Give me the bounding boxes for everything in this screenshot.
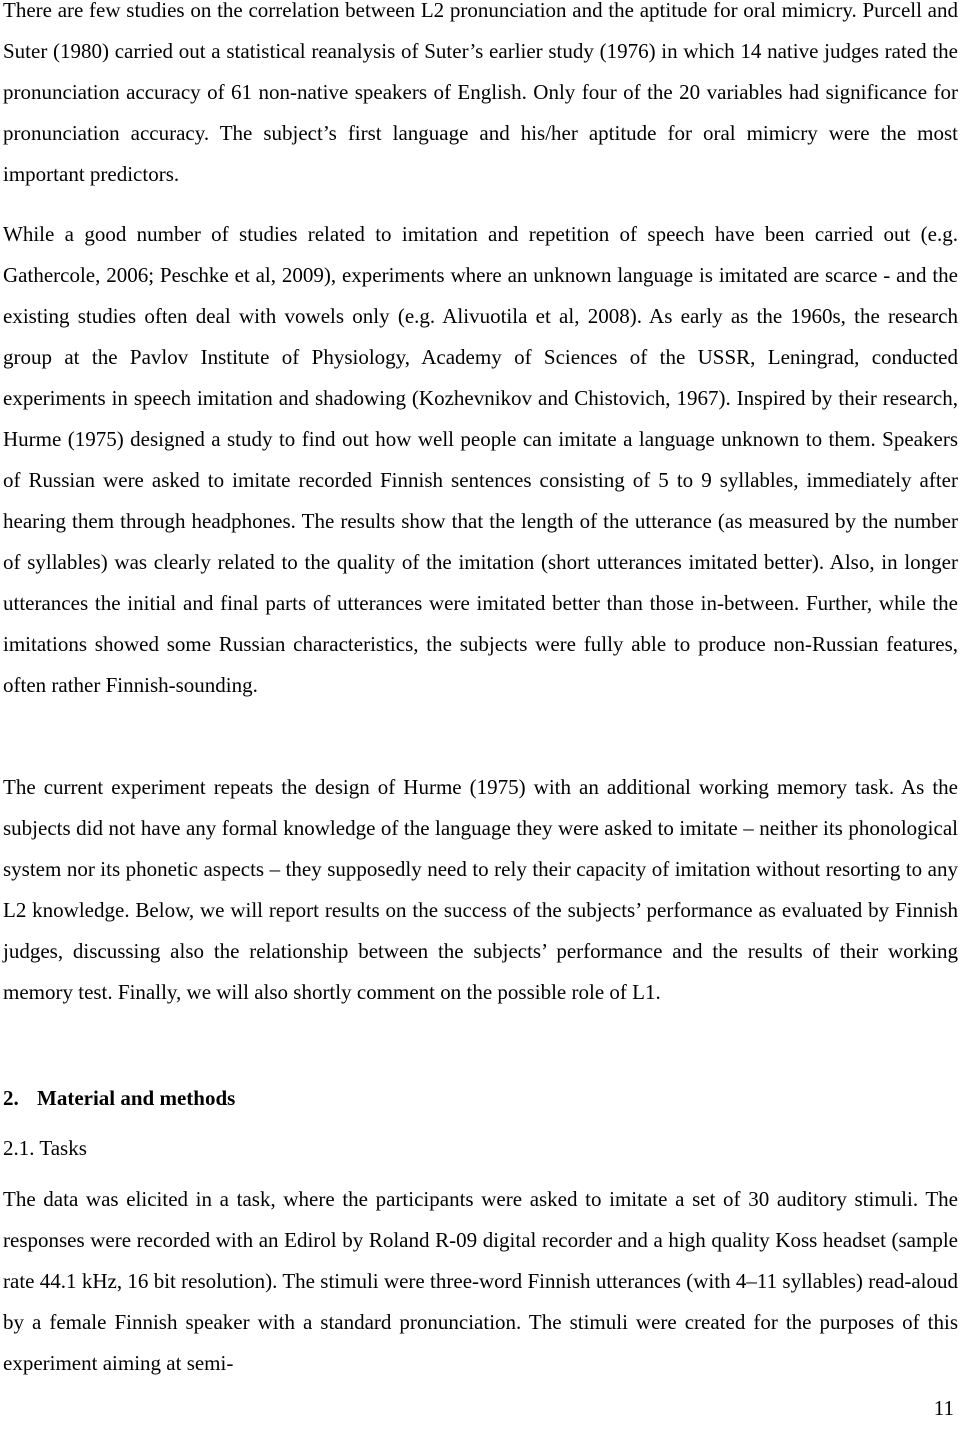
section-title: Material and methods xyxy=(37,1086,236,1110)
paragraph-current-experiment: The current experiment repeats the design of Hurme (1975) with an additional working memory task. As the subjects did not have any formal knowledge of the language they were asked to imitate – neither its phonological system nor its phonetic aspects – they supposedly need to rely their capacity of imitation without resorting to any L2 knowledge. Below, we will report results on the success of the subjects’ performance as evaluated by Finnish judges, discussing also the relationship between the subjects’ performance and the results of their working memory test. Finally, we will also shortly comment on the possible role of L1. xyxy=(3,775,958,1004)
subsection-heading: 2.1. Tasks xyxy=(3,1136,87,1160)
section-number: 2. xyxy=(3,1086,19,1110)
page-number: 11 xyxy=(933,1396,954,1420)
paragraph-tasks: The data was elicited in a task, where the participants were asked to imitate a set of 30 auditory stimuli. The responses were recorded with an Edirol by Roland R-09 digital recorder and a high quality Koss headset (sample rate 44.1 kHz, 16 bit resolution). The stimuli were three-word Finnish utterances (with 4–11 syllables) read-aloud by a female Finnish speaker with a standard pronunciation. The stimuli were created for the purposes of this experiment aiming at semi- xyxy=(3,1187,958,1375)
paragraph-imitation-studies: While a good number of studies related to imitation and repetition of speech have been carried out (e.g. Gathercole, 2006; Peschke et al, 2009), experiments where an unknown language is imitated are scarce - and the existing studies often deal with vowels only (e.g. Alivuotila et al, 2008). As early as the 1960s, the research group at the Pavlov Institute of Physiology, Academy of Sciences of the USSR, Leningrad, conducted experiments in speech imitation and shadowing (Kozhevnikov and Chistovich, 1967). Inspired by their research, Hurme (1975) designed a study to find out how well people can imitate a language unknown to them. Speakers of Russian were asked to imitate recorded Finnish sentences consisting of 5 to 9 syllables, immediately after hearing them through headphones. The results show that the length of the utterance (as measured by the number of syllables) was clearly related to the quality of the imitation (short utterances imitated better). Also, in longer utterances the initial and final parts of utterances were imitated better than those in-between. Further, while the imitations showed some Russian characteristics, the subjects were fully able to produce non-Russian features, often rather Finnish-sounding. xyxy=(3,222,958,697)
paragraph-mimicry-studies: There are few studies on the correlation between L2 pronunciation and the aptitude for oral mimicry. Purcell and Suter (1980) carried out a statistical reanalysis of Suter’s earlier study (1976) in which 14 native judges rated the pronunciation accuracy of 61 non-native speakers of English. Only four of the 20 variables had significance for pronunciation accuracy. The subject’s first language and his/her aptitude for oral mimicry were the most important predictors. xyxy=(3,0,958,186)
section-heading xyxy=(3,1078,235,1119)
